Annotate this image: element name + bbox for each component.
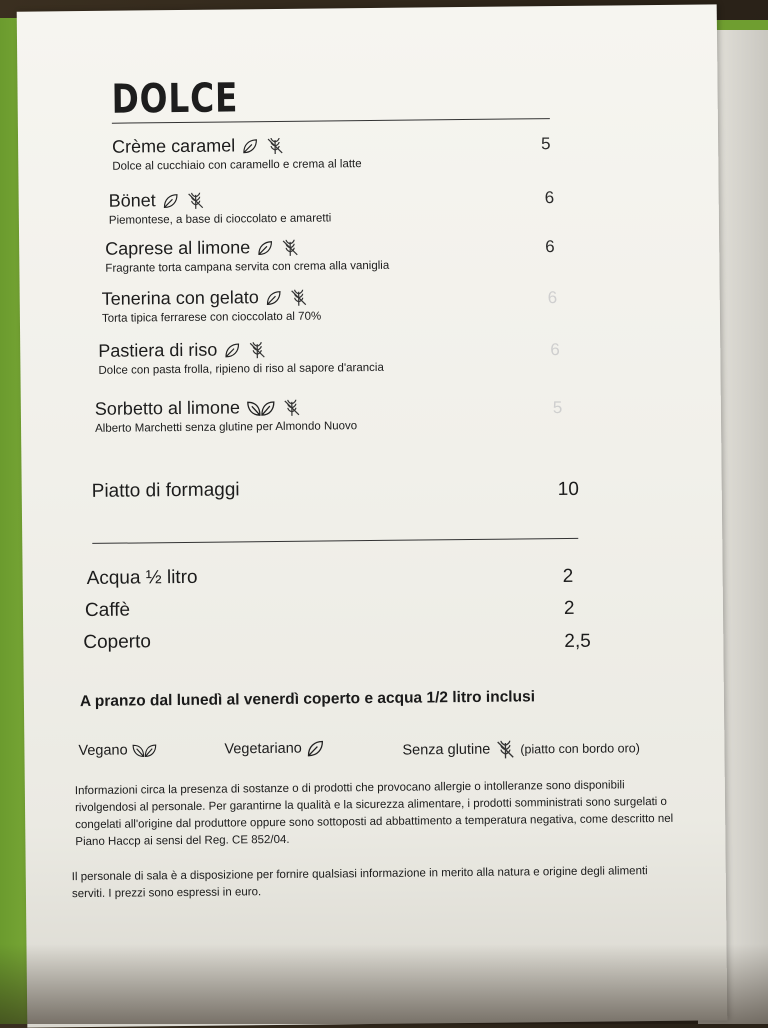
vegetarian-icon [241,137,259,155]
gluten-free-icon [280,238,300,258]
dessert-price: 6 [545,237,555,257]
extra-name: Coperto [83,631,152,654]
extra-price: 2 [562,565,574,588]
allergen-note: Informazioni circa la presenza di sostanze o di prodotti che provocano allergie o intolleranze sono disponibili rivolgendosi al personale. Per garantirne la qualità e la sicurezza alimentare, i prodotti somministrati sono surgelati o congelati all'origine dal produttore oppure sono sottoposti ad abbattimento a temperatura negativa, come descritto nel Piano Haccp ai sensi del Reg. CE 852/04. [74,779,674,849]
dessert-item [98,338,384,377]
dessert-desc: Dolce con pasta frolla, ripieno di riso al sapore d'arancia [98,362,384,378]
dessert-price: 5 [552,398,563,418]
vegetarian-icon [265,289,283,307]
extra-name: Acqua ½ litro [86,566,198,589]
dessert-desc: Fragrante torta campana servita con crema alla vaniglia [105,260,390,276]
table-shadow [0,944,768,1024]
dessert-name: Pastiera di riso [98,339,218,361]
extra-price: 2 [563,597,575,619]
section-divider [92,538,578,544]
dessert-name: Crème caramel [112,135,236,157]
lunch-note: A pranzo dal lunedì al venerdì coperto e acqua 1/2 litro inclusi [79,688,536,711]
menu-page [17,4,728,1027]
gluten-free-icon [186,191,206,211]
gluten-free-icon [282,398,302,418]
dessert-name: Bönet [108,190,156,211]
gluten-free-icon [247,340,267,360]
vegan-icon [132,740,158,760]
vegetarian-icon [223,342,241,360]
dessert-price: 6 [547,288,558,308]
dessert-item [109,188,332,227]
gluten-free-icon [265,136,285,156]
gluten-free-icon [494,739,516,761]
section-title: DOLCE [111,75,239,123]
legend-gluten-free [402,737,640,761]
dessert-desc: Piemontese, a base di cioccolato e amaretti [108,212,332,227]
cheese-name: Piatto di formaggi [91,479,240,502]
dessert-desc: Torta tipica ferrarese con cioccolato al 70% [101,310,322,326]
legend-gluten-free-label: Senza glutine [402,741,491,759]
dessert-price: 5 [541,134,551,154]
vegetarian-icon [162,192,180,210]
dessert-price: 6 [550,340,560,360]
staff-note: Il personale di sala è a disposizione per fornire qualsiasi informazione in merito alla natura e origine degli alimenti serviti. I prezzi sono espressi in euro. [71,865,648,901]
dessert-item [95,396,357,435]
legend-vegetarian [224,738,326,759]
dessert-name: Tenerina con gelato [101,287,259,309]
dessert-desc: Dolce al cucchiaio con caramello e crema al latte [112,158,362,173]
vegetarian-icon [306,738,326,758]
dessert-price: 6 [544,188,555,208]
extra-price: 2,5 [564,630,591,652]
dessert-name: Sorbetto al limone [94,397,241,419]
gluten-free-icon [289,288,309,308]
extra-name: Caffè [84,599,131,622]
legend-vegetarian-label: Vegetariano [224,740,302,758]
dessert-item [112,134,362,173]
dessert-name: Caprese al limone [105,237,251,259]
cheese-price: 10 [557,478,579,501]
dessert-item [105,236,389,275]
vegetarian-icon [256,239,274,257]
vegan-icon [246,398,276,418]
dessert-item [102,287,322,326]
legend-gluten-free-note: (piatto con bordo oro) [520,741,640,757]
dessert-desc: Alberto Marchetti senza glutine per Almondo Nuovo [95,420,358,436]
legend-vegan [78,740,157,761]
legend-vegan-label: Vegano [78,742,128,759]
